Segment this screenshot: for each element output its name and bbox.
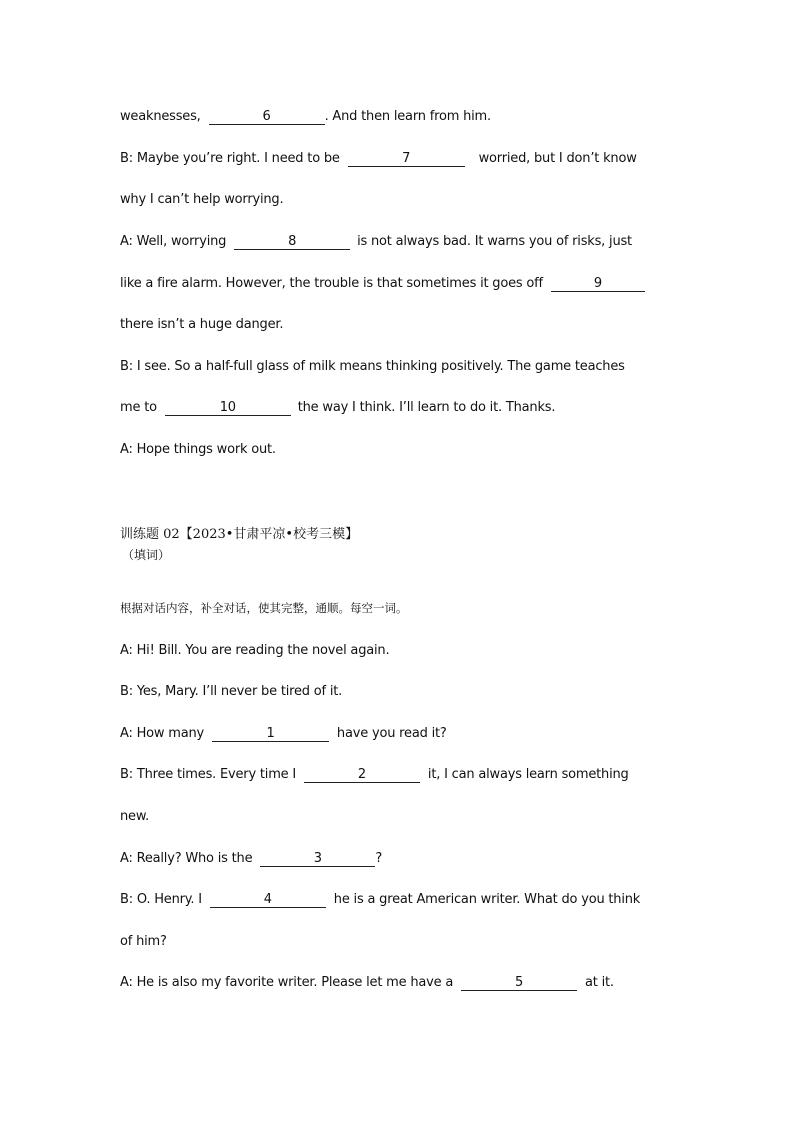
line-text: B: Maybe you’re right. I need to be <box>120 151 340 166</box>
section-subheading: （填词） <box>122 548 171 562</box>
line-text: B: O. Henry. I <box>120 892 202 907</box>
line-text: A: Well, worrying <box>120 234 227 249</box>
line-text: the way I think. I’ll learn to do it. Thanks. <box>297 400 556 415</box>
answer-blank-4[interactable]: 4 <box>210 892 326 908</box>
line-text: why I can’t help worrying. <box>120 192 284 207</box>
answer-blank-10[interactable]: 10 <box>165 400 291 416</box>
line-text: weaknesses, <box>120 109 201 124</box>
line-text: me to <box>120 400 157 415</box>
line-text: A: How many <box>120 726 205 741</box>
answer-blank-9[interactable]: 9 <box>551 276 645 292</box>
line-text: ? <box>375 851 383 866</box>
line-text: he is a great American writer. What do you think <box>333 892 641 907</box>
dialogue-line <box>120 809 149 825</box>
dialogue-line <box>120 317 283 333</box>
line-text: it, I can always learn something <box>427 767 629 782</box>
dialogue-line <box>120 359 625 375</box>
dialogue-line <box>120 109 491 125</box>
dialogue-line <box>120 851 382 867</box>
line-text: B: Three times. Every time I <box>120 767 297 782</box>
line-text: worried, but I don’t know <box>478 151 637 166</box>
answer-blank-5[interactable]: 5 <box>461 975 577 991</box>
line-text: like a fire alarm. However, the trouble is that sometimes it goes off <box>120 276 543 291</box>
dialogue-line <box>120 934 167 950</box>
answer-blank-8[interactable]: 8 <box>234 234 350 250</box>
line-text: B: I see. So a half-full glass of milk means thinking positively. The game teaches <box>120 359 625 374</box>
dialogue-line <box>120 975 614 991</box>
dialogue-line <box>120 234 632 250</box>
dialogue-line <box>120 892 640 908</box>
answer-blank-2[interactable]: 2 <box>304 767 420 783</box>
dialogue-line <box>120 192 283 208</box>
line-text: new. <box>120 809 150 824</box>
line-text: have you read it? <box>336 726 447 741</box>
line-text: at it. <box>585 975 614 990</box>
dialogue-line <box>120 726 447 742</box>
line-text: A: Really? Who is the <box>120 851 253 866</box>
answer-blank-3[interactable]: 3 <box>260 851 375 867</box>
line-text: A: Hope things work out. <box>120 442 276 457</box>
line-text: . And then learn from him. <box>324 109 491 124</box>
line-text: there isn’t a huge danger. <box>120 317 284 332</box>
answer-blank-1[interactable]: 1 <box>212 726 329 742</box>
answer-blank-6[interactable]: 6 <box>209 109 325 125</box>
line-text: A: Hi! Bill. You are reading the novel again. <box>120 643 390 658</box>
line-text: of him? <box>120 934 167 949</box>
dialogue-line <box>120 442 276 458</box>
section-heading: 训练题 02【2023•甘肃平凉•校考三模】 <box>120 527 359 542</box>
dialogue-line <box>120 400 555 416</box>
dialogue-line <box>120 684 342 700</box>
dialogue-line <box>120 643 389 659</box>
line-text: A: He is also my favorite writer. Please let me have a <box>120 975 454 990</box>
dialogue-line <box>120 767 629 783</box>
line-text: is not always bad. It warns you of risks, just <box>357 234 632 249</box>
dialogue-line <box>120 276 645 292</box>
instruction-text: 根据对话内容，补全对话，使其完整，通顺。每空一词。 <box>120 601 408 615</box>
answer-blank-7[interactable]: 7 <box>348 151 465 167</box>
line-text: B: Yes, Mary. I’ll never be tired of it. <box>120 684 343 699</box>
dialogue-line <box>120 151 637 167</box>
